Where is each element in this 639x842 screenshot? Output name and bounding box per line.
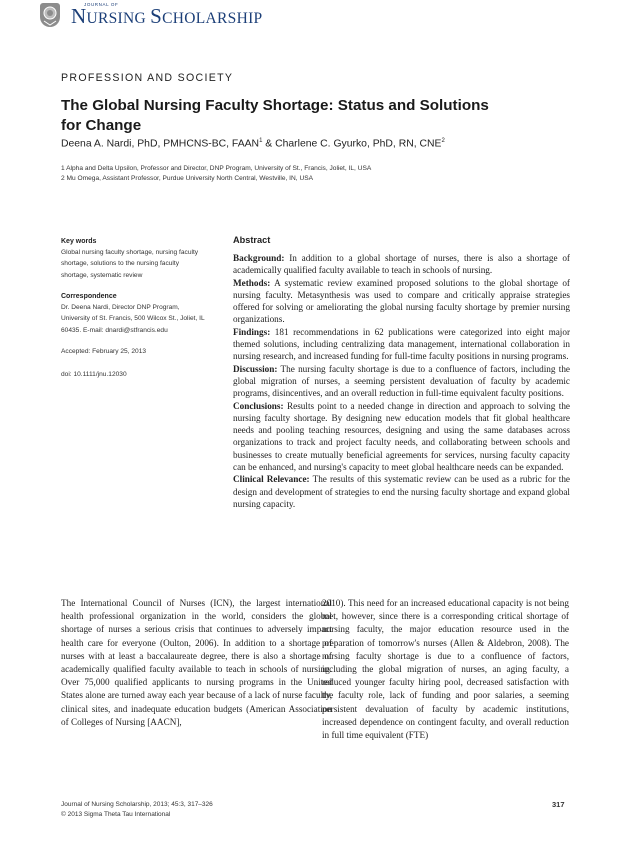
abstract-heading: Abstract [233,235,271,245]
correspondence-block [61,291,221,336]
abstract-text: The nursing faculty shortage is due to a confluence of factors, including the global migration of nurses, a seeming persistent devaluation of faculty by academic programs, disincentives, and an overall reduction in full-time equivalent faculty positions. [233,363,570,399]
masthead-journal-of: JOURNAL OF [84,2,119,7]
abstract-paragraph [233,252,570,277]
body-column-1 [61,597,332,729]
abstract-label: Conclusions: [233,400,284,411]
author-1-sup: 1 [259,138,263,144]
abstract-paragraph [233,277,570,326]
body-paragraph: The International Council of Nurses (ICN), the largest international health professional organization in the world, considers the global shortage of nurses a serious crisis that continues to adversely impact health care for everyone (Oulton, 2006). In addition to a shortage of nurses with at least a baccalaureate degree, there is also a shortage of academically qualified faculty available to teach in schools of nursing. Over 75,000 qualified applicants to nursing programs in the United States alone are turned away each year because of a lack of nurse faculty, clinical sites, and inadequate education budgets (American Association of Colleges of Nursing [AACN], [61,598,332,727]
keywords-line: shortage, systematic review [61,271,143,279]
abstract-paragraph [233,400,570,474]
abstract-paragraph [233,363,570,400]
abstract-paragraph [233,473,570,510]
body-paragraph: 2010). This need for an increased educational capacity is not being met, however, since there is a corresponding critical shortage of nursing faculty, the major education resource used in the preparation of tomorrow's nurses (Allen & Aldebron, 2008). The nursing faculty shortage is due to a confluence of factors, including the global migration of nurses, an aging faculty, a reduced younger faculty hiring pool, decreased satisfaction with the faculty role, lack of funding and poor salaries, a seeming persistent devaluation of faculty by academic institutions, increased dependence on contingent faculty, and overall reduction in full time equivalent (FTE) [322,598,569,741]
author-2: Charlene C. Gyurko, PhD, RN, CNE [275,138,442,150]
masthead-n: N [71,4,87,28]
author-1: Deena A. Nardi, PhD, PMHCNS-BC, FAAN [61,138,260,150]
authors [61,138,445,149]
title-line-2: for Change [61,117,142,134]
doi-link[interactable]: doi: 10.1111/jnu.12030 [61,371,127,378]
author-2-sup: 2 [441,138,445,144]
journal-logo-icon [40,3,60,27]
correspondence-heading: Correspondence [61,293,117,300]
correspondence-line[interactable]: 60435. E-mail: dnardi@stfrancis.edu [61,326,168,334]
abstract-text: A systematic review examined proposed solutions to the global shortage of nursing faculty. Metasynthesis was used to compare and critically appraise strategies offered for solving or ameliorating the global nursing faculty shortage by premier nursing organizations. [233,277,570,325]
affiliation-2: 2 Mu Omega, Assistant Professor, Purdue University North Central, Westville, IN, USA [61,175,313,183]
title-line-1: The Global Nursing Faculty Shortage: Status and Solutions [61,97,489,114]
abstract-text: In addition to a global shortage of nurses, there is also a shortage of academically qualified faculty available to teach in schools of nursing. [233,253,570,276]
abstract-label: Background: [233,253,285,263]
author-joiner: & [262,138,276,150]
masthead-ursing: URSING [86,10,146,27]
abstract-label: Clinical Relevance: [233,474,310,485]
footer-citation [61,800,213,820]
correspondence-line: University of St. Francis, 500 Wilcox St., Joliet, IL [61,315,205,323]
abstract-body [233,252,570,510]
masthead-cholarship: CHOLARSHIP [162,10,263,27]
masthead-title [71,4,262,29]
article-title [61,96,581,136]
keywords-heading: Key words [61,238,97,245]
footer-copyright: © 2013 Sigma Theta Tau International [61,811,171,818]
keywords-block [61,236,221,281]
accepted-date: Accepted: February 25, 2013 [61,348,147,355]
footer-citation-line: Journal of Nursing Scholarship, 2013; 45:3, 317–326 [61,801,213,808]
keywords-line: Global nursing faculty shortage, nursing faculty [61,249,199,257]
abstract-label: Methods: [233,277,271,288]
abstract-text: Results point to a needed change in direction and approach to solving the nursing faculty shortage. By designing new education models that fit global healthcare needs and pooling teaching resources, designing and using the same databases across organizations to track and project faculty needs, and collaborating between schools and businesses to create mutually beneficial agreements for services, nursing faculty capacity can be enhanced, and nursing's capacity to meet global healthcare needs can be expanded. [233,400,570,473]
abstract-label: Findings: [233,326,271,337]
masthead-s: S [150,4,163,28]
correspondence-line: Dr. Deena Nardi, Director DNP Program, [61,304,180,312]
affiliation-1: 1 Alpha and Delta Upsilon, Professor and Director, DNP Program, University of St., Francis, Joliet, IL, USA [61,165,372,172]
page-number: 317 [552,800,565,809]
body-column-2 [322,597,569,742]
abstract-text: The results of this systematic review can be used as a rubric for the design and development of strategies to end the nursing faculty shortage and expand global nursing capacity. [233,474,570,509]
section-label: PROFESSION AND SOCIETY [61,72,234,84]
keywords-line: shortage, solutions to the nursing faculty [61,260,180,268]
affiliations [61,164,371,185]
abstract-label: Discussion: [233,363,278,374]
abstract-paragraph [233,326,570,363]
abstract-text: 181 recommendations in 62 publications were categorized into eight major themed solutions, including centralizing data management, international collaboration in nursing research, and increased funding for full-time faculty positions in nursing programs. [233,326,570,362]
